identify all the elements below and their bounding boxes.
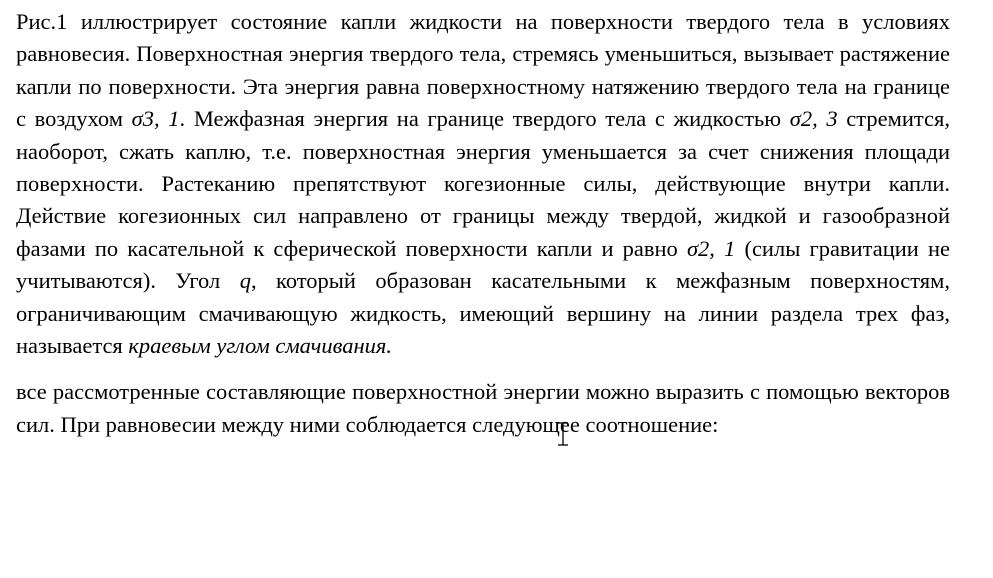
paragraph-1-text-4: (силы гравитации не учитываются). Угол [16, 235, 950, 294]
symbol-sigma-2-1: σ2, 1 [686, 235, 736, 261]
term-contact-angle: краевым углом смачивания. [128, 333, 392, 359]
symbol-angle-q: q [239, 268, 251, 294]
symbol-sigma-3-1: σ3, 1 [131, 106, 180, 132]
paragraph-1-text-5: , который образован касательными к межфазным поверхностям, ограничивающим смачивающую жидкость, имеющий вершину на линии раздела трех фаз, называется [16, 268, 950, 359]
paragraph-1-text-3: стремится, наоборот, сжать каплю, т.е. поверхностная энергия уменьшается за счет снижения площади поверхности. Растеканию препятствуют когезионные силы, действующие внутри капли. Действие когезионных сил направлено от границы между твердой, жидкой и газообразной фазами по касательной к сферической поверхности капли и равно [16, 106, 950, 261]
symbol-sigma-2-3: σ2, 3 [789, 106, 838, 132]
paragraph-1-text-2: . Межфазная энергия на границе твердого тела с жидкостью [179, 106, 790, 132]
document-body [16, 6, 950, 441]
paragraph-1-text-1: Рис.1 иллюстрирует состояние капли жидкости на поверхности твердого тела в условиях равновесия. Поверхностная энергия твердого тела, стремясь уменьшиться, вызывает растяжение капли по поверхности. Эта энергия равна поверхностному натяжению твердого тела на границе с воздухом [16, 9, 950, 132]
paragraph-1 [16, 6, 950, 362]
text-cursor-icon [556, 421, 570, 447]
paragraph-2: все рассмотренные составляющие поверхностной энергии можно выразить с помощью векторов сил. При равновесии между ними соблюдается следующее соотношение: [16, 379, 950, 437]
